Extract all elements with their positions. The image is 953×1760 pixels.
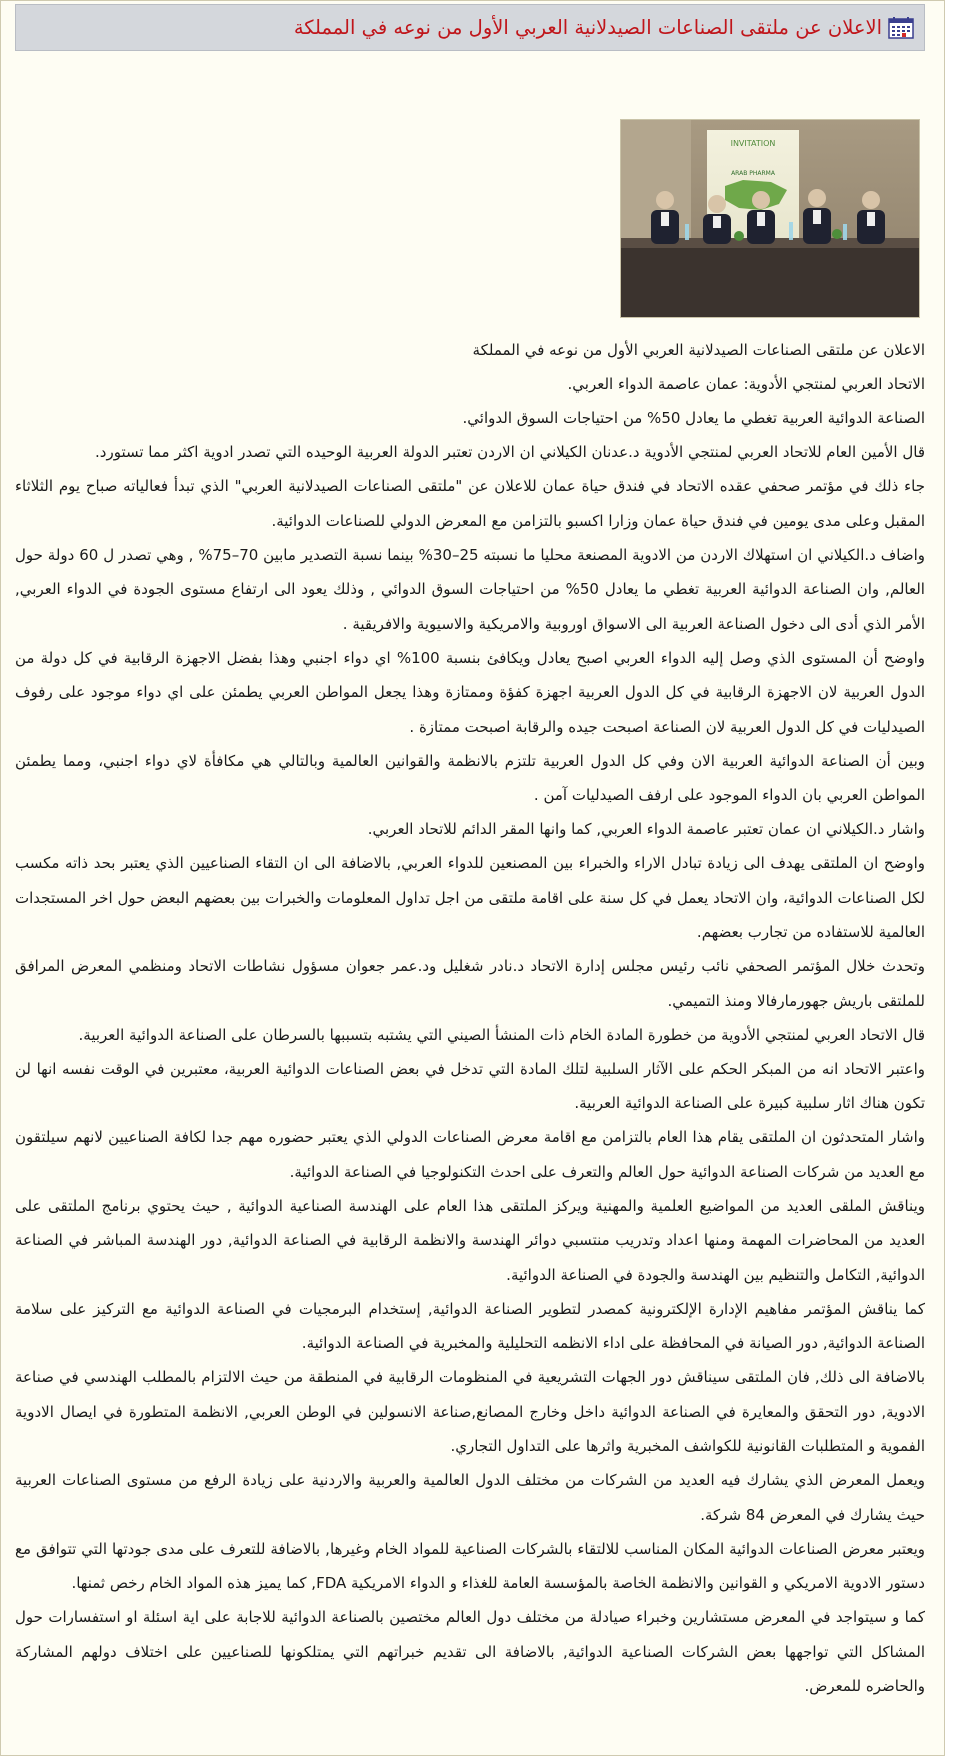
article-paragraph: جاء ذلك في مؤتمر صحفي عقده الاتحاد في فندق حياة عمان للاعلان عن "ملتقى الصناعات الصيدلانية العربي" الذي تبدأ فعالياته صباح يوم الثلاثاء المقبل وعلى مدى يومين في فندق حياة عمان وزارا اكسبو بالتزامن مع المعرض الدولي للصناعات الدوائية. bbox=[15, 477, 925, 530]
article-paragraph: واشار د.الكيلاني ان عمان تعتبر عاصمة الدواء العربي, كما وانها المقر الدائم للاتحاد العربي. bbox=[367, 820, 925, 838]
article-paragraph: ويعمل المعرض الذي يشارك فيه العديد من الشركات من مختلف الدول العالمية والعربية والاردنية على زيادة الرفع من مستوى الصناعات العربية حيث يشارك في المعرض 84 شركة. bbox=[15, 1471, 925, 1524]
press-conference-illustration bbox=[621, 120, 919, 317]
article-paragraph: واشار المتحدثون ان الملتقى يقام هذا العام بالتزامن مع اقامة معرض الصناعات الدولي الذي يعتبر حضوره مهم جدا لكافة الصناعيين لانهم سيلتقون مع العديد من شركات الصناعة الدوائية حول العالم والتعرف على احدث التكنولوجيا في الصناعة الدوائية. bbox=[15, 1128, 925, 1181]
article-paragraph: قال الاتحاد العربي لمنتجي الأدوية من خطورة المادة الخام ذات المنشأ الصيني التي يشتبه بتسببها بالسرطان على الصناعة الدوائية العربية. bbox=[78, 1025, 925, 1044]
article-paragraph: بالاضافة الى ذلك, فان الملتقى سيناقش دور الجهات التشريعية في المنظومات الرقابية في المنطقة من حيث الالتزام بالمطلب الهندسي في صناعة الادوية, دور التحقق والمعايرة في الصناعة الدوائية داخل وخارج المصانع,صناعة الانسولين في الوطن العربي, الانظمة المتطورة في ايصال الادوية الفموية و المتطلبات القانونية للكواشف المخبرية واثرها على التداول التجاري. bbox=[15, 1368, 925, 1455]
article-paragraph: كما و سيتواجد في المعرض مستشارين وخبراء صيادلة من مختلف دول العالم مختصين بالصناعة الدوائية للاجابة على اية اسئلة او استفسارات حول المشاكل التي تواجهها بعض الشركات الصناعية الدوائية, بالاضافة الى تقديم خبراتهم التي يمتلكونها للصناعيين على اختلاف دولهم المشاركة والحاضره للمعرض. bbox=[15, 1608, 925, 1695]
article-paragraph: واوضح ان الملتقى يهدف الى زيادة تبادل الاراء والخبراء بين المصنعين للدواء العربي, بالاضافة الى ان التقاء الصناعيين الذي يعتبر بحد ذاته مكسب لكل الصناعات الدوائية، وان الاتحاد يعمل في كل سنة على اقامة ملتقى من اجل تداول المعلومات والخبرات بين بعضهم البعض حول اخر المستجدات العالمية للاستفاده من تجارب بعضهم. bbox=[15, 854, 925, 941]
article-paragraph: ويعتبر معرض الصناعات الدوائية المكان المناسب للالتقاء بالشركات الصناعية للمواد الخام وغيرها, بالاضافة للتعرف على مدى جودتها التي تتوافق مع دستور الادوية الامريكي و القوانين والانظمة الخاصة بالمؤسسة العامة للغذاء و الدواء الامريكية FDA, كما يميز هذه المواد الخام رخص ثمنها. bbox=[15, 1539, 925, 1592]
article-paragraph: الاعلان عن ملتقى الصناعات الصيدلانية العربي الأول من نوعه في المملكة bbox=[472, 341, 925, 359]
article-paragraph: واعتبر الاتحاد انه من المبكر الحكم على الآثار السلبية لتلك المادة التي تدخل في بعض الصناعات الدوائية العربية، معتبرين في الوقت نفسه انها لن تكون هناك اثار سلبية كبيرة على الصناعة الدوائية العربية. bbox=[15, 1059, 925, 1112]
article-title-bar bbox=[15, 4, 925, 51]
article-paragraph: الاتحاد العربي لمنتجي الأدوية: عمان عاصمة الدواء العربي. bbox=[567, 375, 925, 393]
banner-heading: INVITATION bbox=[730, 139, 776, 148]
article-title: الاعلان عن ملتقى الصناعات الصيدلانية العربي الأول من نوعه في المملكة bbox=[293, 16, 882, 39]
article-paragraph: وتحدث خلال المؤتمر الصحفي نائب رئيس مجلس إدارة الاتحاد د.نادر شغليل ود.عمر جعوان مسؤول نشاطات الاتحاد ومنظمي المعرض المرافق للملتقى باريش جهورمارفالا ومنذ التميمي. bbox=[15, 957, 925, 1010]
article-paragraph: كما يناقش المؤتمر مفاهيم الإدارة الإلكترونية كمصدر لتطوير الصناعة الدوائية, إستخدام البرمجيات في الصناعة الدوائية مع التركيز على سلامة الصناعة الدوائية, دور الصيانة في المحافظة على اداء الانظمه التحليلية والمخبرية في الصناعة الدوائية. bbox=[15, 1299, 925, 1352]
article-paragraph: الصناعة الدوائية العربية تغطي ما يعادل 50% من احتياجات السوق الدوائي. bbox=[462, 409, 925, 427]
calendar-icon bbox=[888, 17, 914, 39]
article-body bbox=[15, 333, 925, 1703]
press-conference-photo bbox=[620, 119, 920, 318]
article-paragraph: واضاف د.الكيلاني ان استهلاك الاردن من الادوية المصنعة محليا ما نسبته 25–30% بينما نسبة التصدير مابين 70–75% , وهي تصدر ل 60 دولة حول العالم, وان الصناعة الدوائية العربية تغطي ما يعادل 50% من احتياجات السوق الدوائي , وذلك يعود الى ارتفاع مستوى الجودة في الدواء العربي, الأمر الذي أدى الى دخول الصناعة العربية الى الاسواق اوروبية والامريكية والاسيوية والافريقية . bbox=[15, 545, 925, 633]
article-paragraph: وبين أن الصناعة الدوائية العربية الان وفي كل الدول العربية تلتزم بالانظمة والقوانين العالمية وبالتالي هي مكافأة لاي دواء اجنبي، ومما يطمئن المواطن العربي بان الدواء الموجود على ارفف الصيدليات آمن . bbox=[15, 751, 925, 804]
article-paragraph: واوضح أن المستوى الذي وصل إليه الدواء العربي اصبح يعادل ويكافئ بنسبة 100% اي دواء اجنبي وهذا بفضل الاجهزة الرقابية في كل دولة من الدول العربية لان الاجهزة الرقابية في كل الدول العربية اجهزة كفؤة وممتازة وهذا يجعل المواطن العربي يطمئن على اي دواء موجود على رفوف الصيدليات في كل الدول العربية لان الصناعة اصبحت جيده والرقابة اصبحت ممتازة . bbox=[15, 648, 925, 736]
article-paragraph: ويناقش الملقى العديد من المواضيع العلمية والمهنية ويركز الملتقى هذا العام على الهندسة الصناعية الدوائية , حيث يحتوي برنامج الملتقى على العديد من المحاضرات المهمة ومنها اعداد وتدريب منتسبي دوائر الهندسة والانظمة الرقابية في الصناعة الدوائية, دور الهندسة المباشر في الصناعة الدوائية, التكامل والتنظيم بين الهندسة والجودة في الصناعة الدوائية. bbox=[15, 1196, 925, 1284]
banner-subheading: ARAB PHARMA bbox=[731, 170, 775, 177]
article-paragraph: قال الأمين العام للاتحاد العربي لمنتجي الأدوية د.عدنان الكيلاني ان الاردن تعتبر الدولة العربية الوحيده التي تصدر ادوية اكثر مما تستورد. bbox=[95, 443, 925, 461]
